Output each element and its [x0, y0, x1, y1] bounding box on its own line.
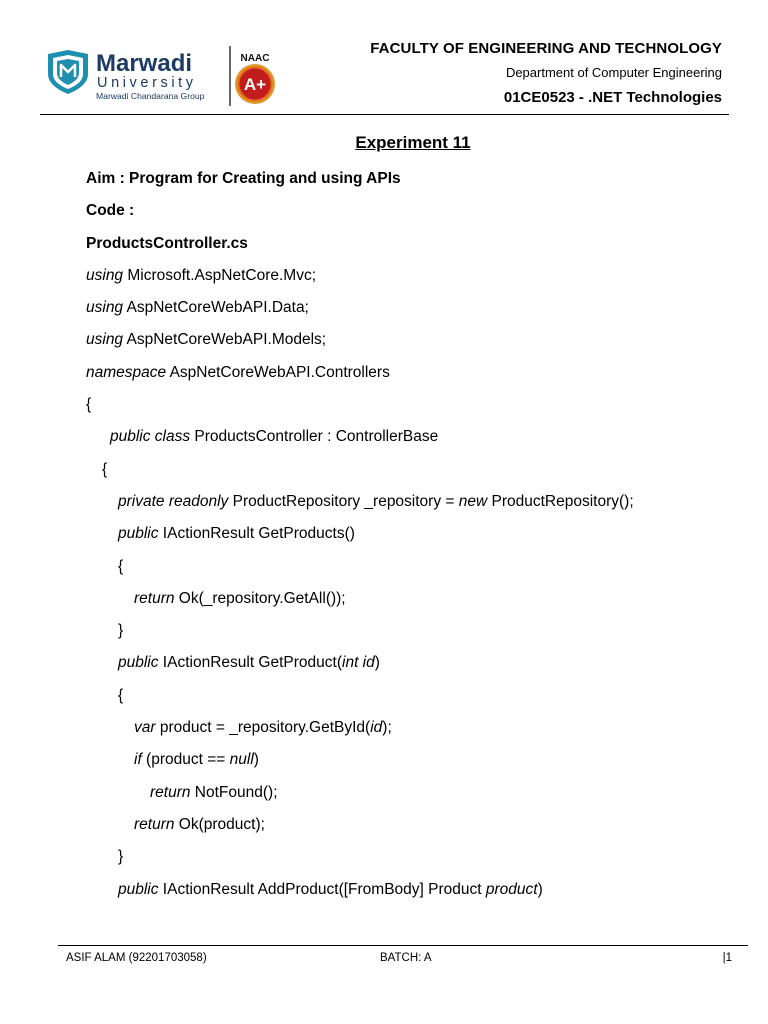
code-text: { [86, 396, 92, 414]
code-text: AspNetCoreWebAPI.Controllers [166, 363, 390, 381]
code-text: (product == [141, 751, 230, 769]
footer-divider [58, 945, 748, 946]
code-keyword: product [485, 880, 538, 898]
code-keyword: using [86, 266, 124, 284]
file-name: ProductsController.cs [86, 234, 248, 252]
code-line [86, 748, 726, 780]
code-keyword: var [134, 719, 156, 737]
student-name: ASIF ALAM (92201703058) [66, 952, 207, 964]
code-line [86, 555, 726, 587]
code-keyword: if [134, 751, 142, 769]
header-divider [40, 114, 729, 115]
code-line [86, 781, 726, 813]
marwadi-shield-icon [48, 50, 88, 94]
code-line [86, 425, 726, 457]
code-text: Ok(product); [174, 815, 265, 833]
code-text: ProductsController : ControllerBase [190, 428, 439, 446]
logo-group: Marwadi Chandarana Group [96, 91, 205, 101]
batch-label: BATCH: A [380, 952, 432, 964]
code-text: { [102, 460, 108, 478]
code-keyword: return [134, 589, 175, 607]
code-text: IActionResult AddProduct([FromBody] Product [158, 880, 486, 898]
code-text: ProductRepository(); [487, 492, 634, 510]
code-keyword: using [86, 299, 124, 317]
code-text: ProductRepository _repository = [228, 492, 459, 510]
naac-label: NAAC [240, 53, 270, 64]
code-keyword: id [370, 719, 383, 737]
course-code: 01CE0523 - .NET Technologies [503, 89, 722, 106]
aim-text: Aim : Program for Creating and using APIs [86, 170, 401, 187]
page-number: |1 [722, 952, 732, 964]
university-logo [44, 40, 284, 112]
code-text: ) [253, 751, 259, 769]
faculty-name: FACULTY OF ENGINEERING AND TECHNOLOGY [370, 40, 722, 57]
code-keyword: private readonly [118, 492, 229, 510]
code-keyword: return [150, 783, 191, 801]
code-text: } [118, 848, 124, 866]
code-keyword: using [86, 331, 124, 349]
code-keyword: new [458, 492, 488, 510]
code-keyword: int id [342, 654, 375, 672]
page-footer [66, 950, 732, 966]
code-line [86, 716, 726, 748]
code-text: ) [374, 654, 380, 672]
page-header [0, 0, 768, 118]
code-keyword: namespace [86, 363, 167, 381]
code-line [86, 522, 726, 554]
code-text: Microsoft.AspNetCore.Mvc; [123, 266, 316, 284]
code-keyword: public class [110, 428, 191, 446]
code-text: IActionResult GetProduct( [158, 654, 342, 672]
code-line [86, 328, 726, 360]
code-line [86, 878, 726, 910]
code-keyword: return [134, 815, 175, 833]
department-name: Department of Computer Engineering [505, 65, 722, 80]
code-text: AspNetCoreWebAPI.Models; [123, 331, 327, 349]
code-text: { [118, 557, 124, 575]
code-keyword: public [118, 880, 159, 898]
code-text: } [118, 622, 124, 640]
code-text: AspNetCoreWebAPI.Data; [123, 299, 309, 317]
code-line [86, 490, 726, 522]
code-line [86, 619, 726, 651]
code-text: ); [382, 719, 392, 737]
code-line [86, 393, 726, 425]
code-line [86, 296, 726, 328]
naac-seal-icon [235, 53, 275, 104]
code-text: { [118, 686, 124, 704]
header-info [370, 38, 722, 109]
code-line [86, 651, 726, 683]
code-line [86, 845, 726, 877]
code-keyword: public [118, 525, 159, 543]
code-keyword: null [229, 751, 254, 769]
code-line [86, 361, 726, 393]
code-text: ) [537, 880, 543, 898]
code-line [86, 264, 726, 296]
code-text: product = _repository.GetById( [155, 719, 371, 737]
code-block [86, 264, 726, 910]
code-line [86, 684, 726, 716]
code-line [86, 458, 726, 490]
code-line [86, 587, 726, 619]
experiment-title: Experiment 11 [355, 133, 471, 152]
code-line [86, 813, 726, 845]
code-keyword: public [118, 654, 159, 672]
code-label: Code : [86, 202, 135, 220]
code-text: NotFound(); [190, 783, 278, 801]
document-body [86, 167, 726, 910]
code-text: Ok(_repository.GetAll()); [174, 589, 346, 607]
naac-grade: A+ [243, 75, 267, 94]
code-text: IActionResult GetProducts() [158, 525, 355, 543]
logo-name: Marwadi [96, 50, 193, 77]
logo-sub: University [97, 75, 197, 91]
